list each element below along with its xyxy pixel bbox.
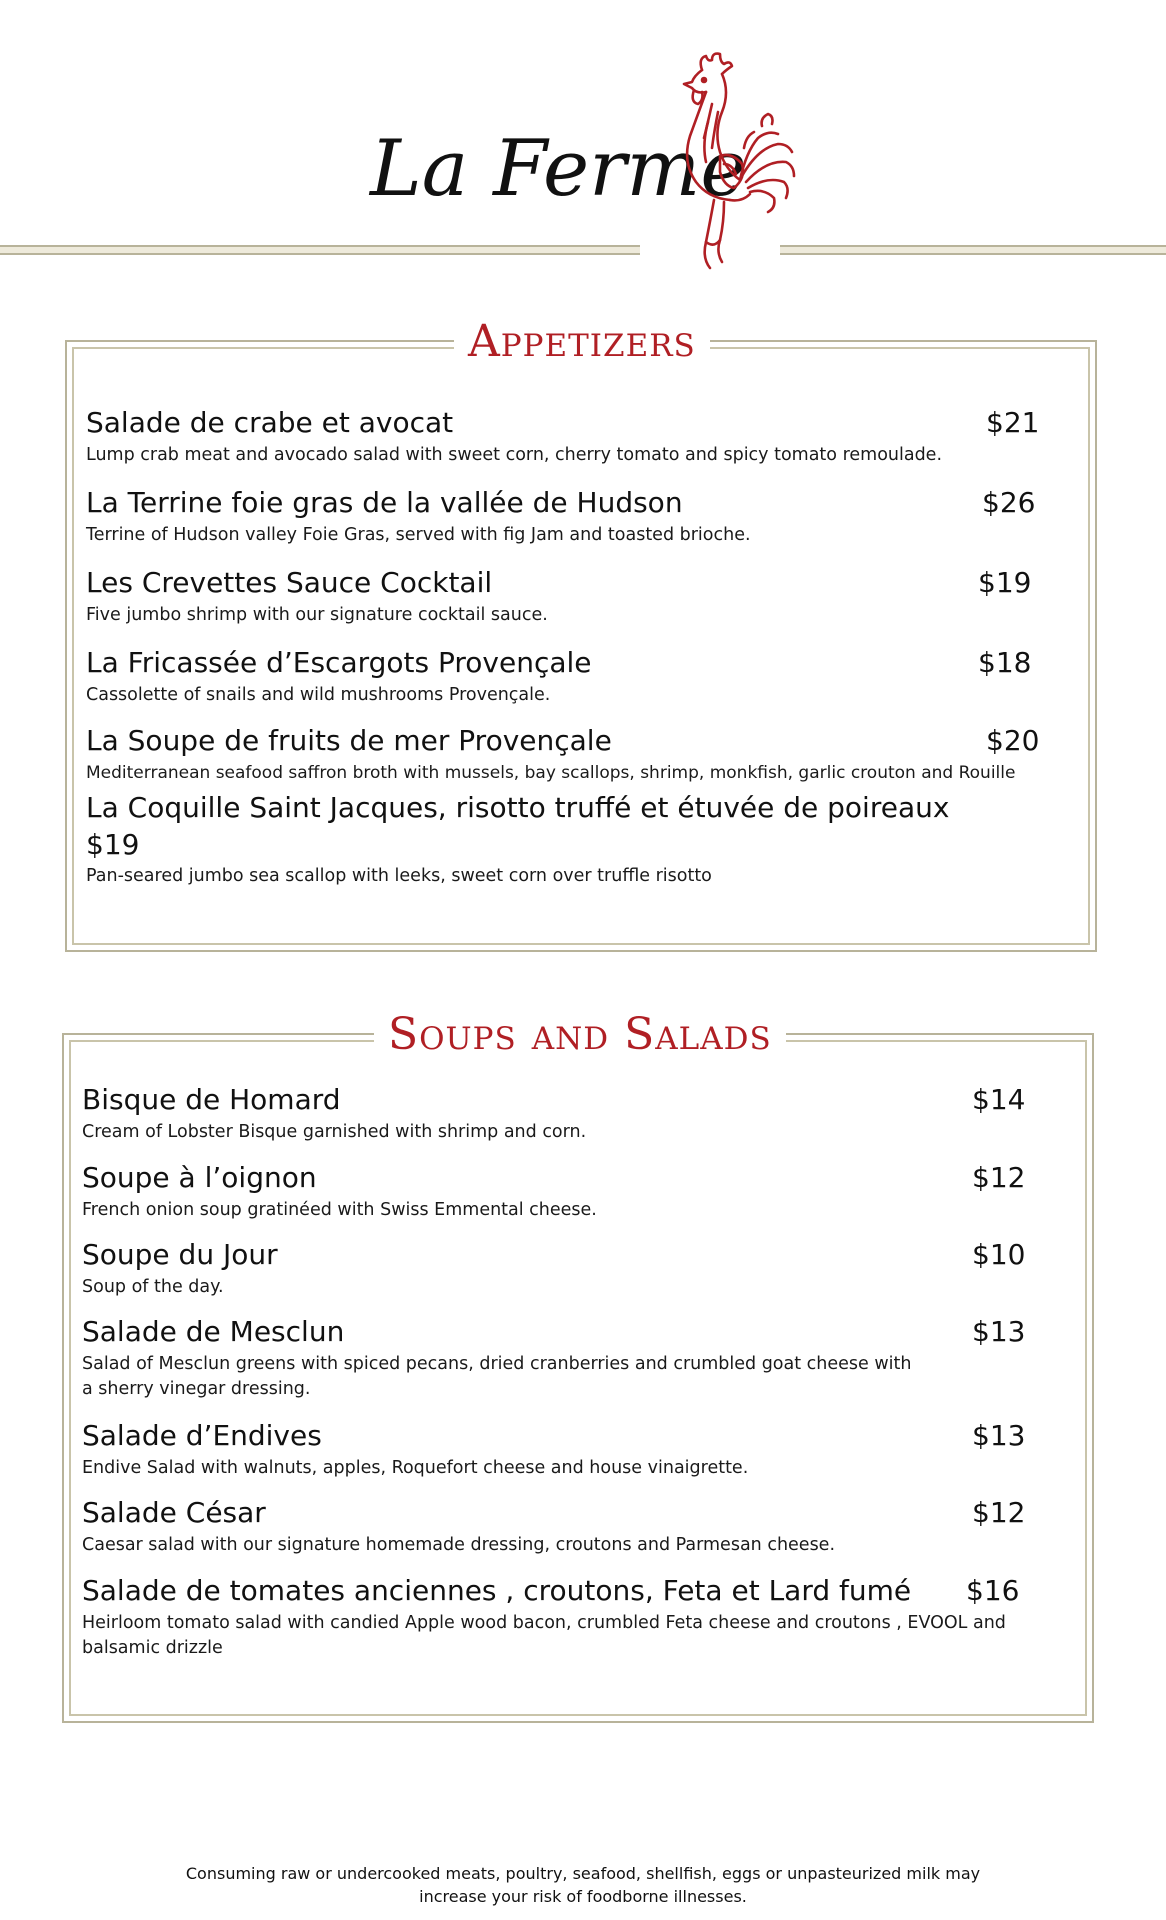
menu-item-desc: Lump crab meat and avocado salad with sweet corn, cherry tomato and spicy tomato remoulade. (86, 445, 943, 465)
menu-item-name: Salade de tomates anciennes , croutons, Feta et Lard fumé (82, 1574, 912, 1607)
menu-item-price: $19 (86, 828, 140, 861)
menu-item-desc: Soup of the day. (82, 1277, 224, 1297)
menu-item-name: Soupe à l’oignon (82, 1161, 317, 1194)
menu-item-desc: Terrine of Hudson valley Foie Gras, served with fig Jam and toasted brioche. (86, 525, 751, 545)
menu-item-price: $21 (986, 406, 1040, 439)
menu-item-desc: Endive Salad with walnuts, apples, Roquefort cheese and house vinaigrette. (82, 1458, 749, 1478)
logo-wordmark-text: La Ferme (370, 124, 747, 214)
menu-item-name: La Terrine foie gras de la vallée de Hudson (86, 486, 683, 519)
menu-item-name: Bisque de Homard (82, 1083, 341, 1116)
menu-item-name: La Coquille Saint Jacques, risotto truffé et étuvée de poireaux (86, 791, 950, 824)
menu-item-name: Soupe du Jour (82, 1238, 278, 1271)
rooster-icon (650, 52, 800, 272)
footer-line-1: Consuming raw or undercooked meats, poultry, seafood, shellfish, eggs or unpasteurized milk may (185, 1864, 981, 1883)
menu-item-name: La Soupe de fruits de mer Provençale (86, 724, 612, 757)
menu-item-desc: Caesar salad with our signature homemade dressing, croutons and Parmesan cheese. (82, 1535, 836, 1555)
logo-wordmark (370, 100, 747, 250)
menu-item-desc: Cassolette of snails and wild mushrooms Provençale. (86, 685, 551, 705)
soups-title: Soups and Salads (374, 1010, 786, 1060)
menu-item-price: $12 (972, 1496, 1026, 1529)
appetizers-title: Appetizers (454, 317, 710, 367)
menu-item-desc: Mediterranean seafood saffron broth with mussels, bay scallops, shrimp, monkfish, garlic crouton and Rouille (86, 763, 1016, 783)
menu-item-desc: Salad of Mesclun greens with spiced pecans, dried cranberries and crumbled goat cheese with a sherry vinegar dressing. (82, 1354, 912, 1399)
menu-item-desc: Cream of Lobster Bisque garnished with shrimp and corn. (82, 1122, 587, 1142)
menu-item-price: $12 (972, 1161, 1026, 1194)
header-rule-right (780, 245, 1166, 255)
menu-item-desc: Heirloom tomato salad with candied Apple wood bacon, crumbled Feta cheese and croutons , EVOOL and balsamic drizzle (82, 1613, 1006, 1658)
menu-item-desc: Five jumbo shrimp with our signature cocktail sauce. (86, 605, 548, 625)
menu-item-price: $14 (972, 1083, 1026, 1116)
menu-item-name: Salade d’Endives (82, 1419, 322, 1452)
menu-item-name: La Fricassée d’Escargots Provençale (86, 646, 592, 679)
menu-item-price: $18 (978, 646, 1032, 679)
menu-item-price: $10 (972, 1238, 1026, 1271)
food-safety-notice (150, 1862, 1016, 1908)
footer-line-2: increase your risk of foodborne illnesses. (419, 1887, 747, 1906)
menu-item-desc: French onion soup gratinéed with Swiss Emmental cheese. (82, 1200, 597, 1220)
menu-item-price: $13 (972, 1315, 1026, 1348)
menu-item-desc: Pan-seared jumbo sea scallop with leeks, sweet corn over truffle risotto (86, 866, 712, 886)
menu-item-name: Les Crevettes Sauce Cocktail (86, 566, 493, 599)
menu-item-name: Salade César (82, 1496, 266, 1529)
menu-item-name: Salade de Mesclun (82, 1315, 345, 1348)
menu-item-price: $20 (986, 724, 1040, 757)
menu-item-price: $16 (966, 1574, 1020, 1607)
menu-item-name: Salade de crabe et avocat (86, 406, 454, 439)
menu-item-price: $13 (972, 1419, 1026, 1452)
menu-item-price: $19 (978, 566, 1032, 599)
menu-item-price: $26 (982, 486, 1036, 519)
